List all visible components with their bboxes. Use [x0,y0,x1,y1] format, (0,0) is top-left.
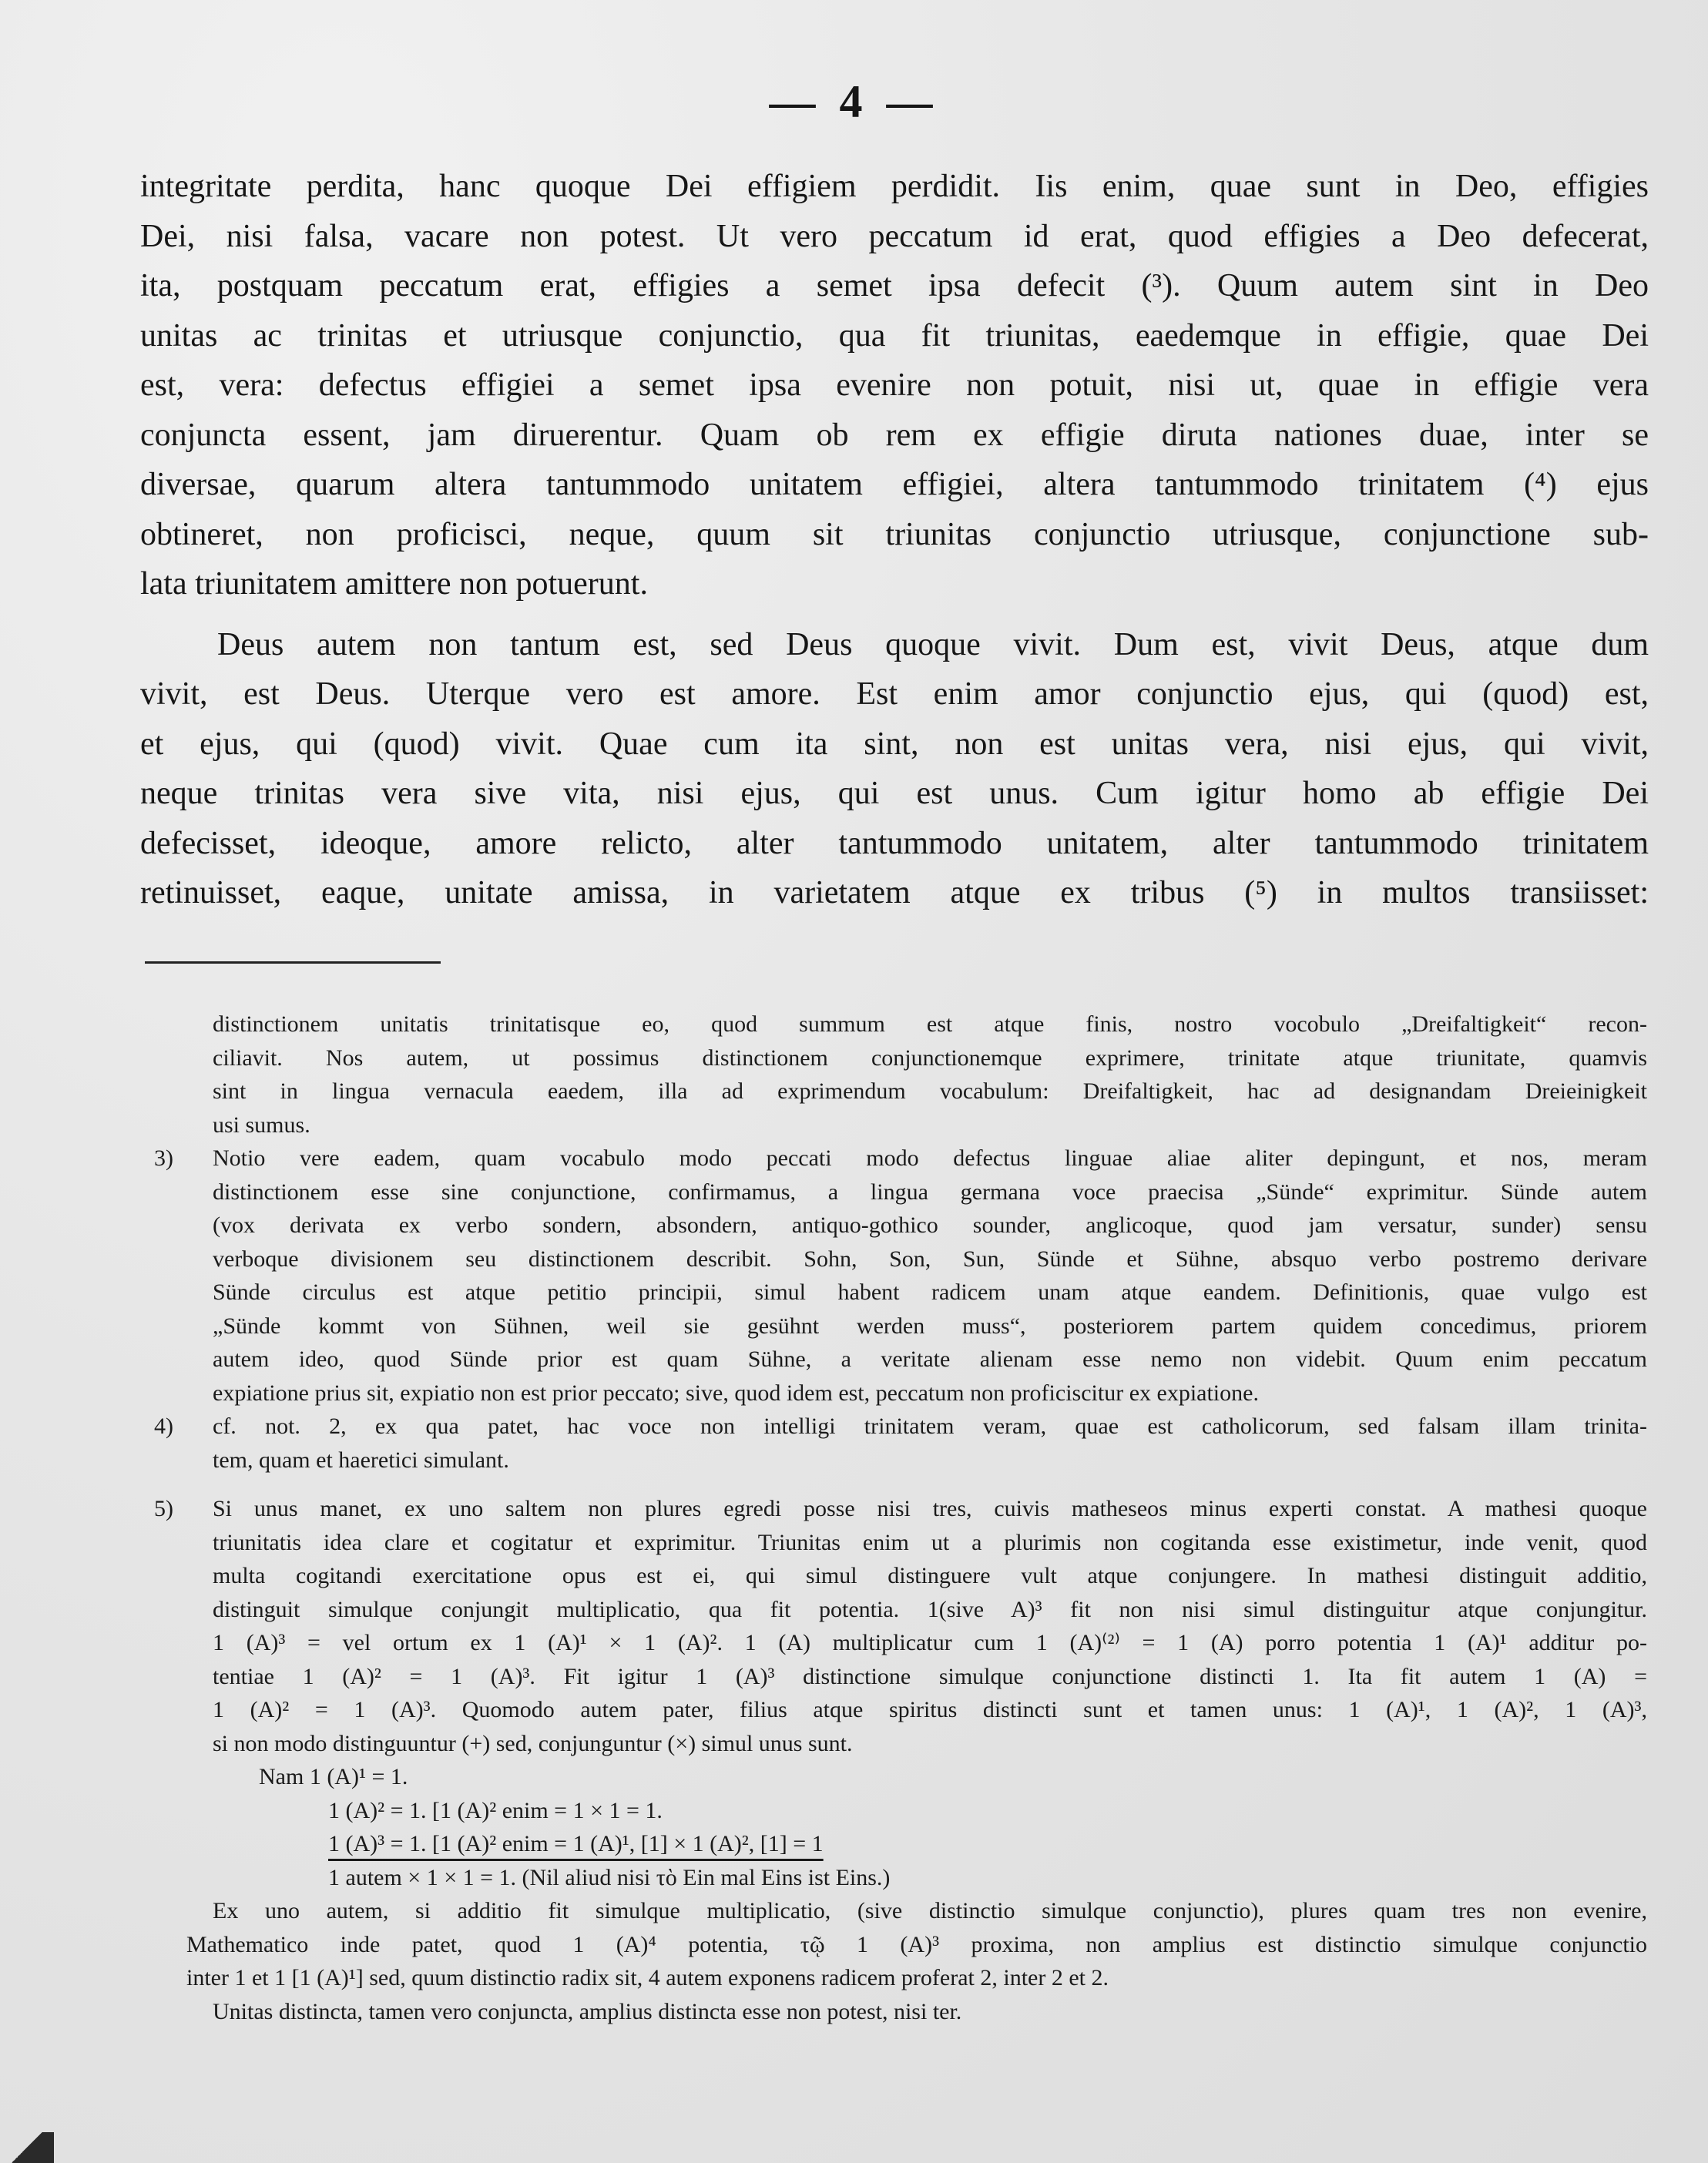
note-line: autem ideo, quod Sünde prior est quam Sühne, a veritate alienam esse nemo non videbit. Quum enim peccatum [213,1346,1647,1372]
note-line: expiatione prius sit, expiatio non est prior peccato; sive, quod idem est, peccatum non proficiscitur ex expiatione. [213,1380,1259,1406]
note-line: tem, quam et haeretici simulant. [213,1447,509,1473]
note-line: distinctionem esse sine conjunctione, confirmamus, a lingua germana voce praecisa „Sünde“ exprimitur. Sünde autem [213,1179,1647,1205]
text-line: diversae, quarum altera tantummodo unitatem effigiei, altera tantummodo trinitatem (⁴) ejus [140,467,1649,502]
note-line: 1 (A)² = 1 (A)³. Quomodo autem pater, filius atque spiritus distincti sunt et tamen unus: 1 (A)¹, 1 (A)², 1 (A)³, [213,1697,1647,1722]
footnote-divider [145,961,441,964]
note-line: distinguit simulque conjungit multiplicatio, qua fit potentia. 1(sive A)³ fit non nisi simul distinguitur atque conjungitur. [213,1596,1647,1622]
footnotes [154,1008,1647,2028]
text-line: defecisset, ideoque, amore relicto, alter tantummodo unitatem, alter tantummodo trinitatem [140,825,1649,861]
text-line: ita, postquam peccatum erat, effigies a semet ipsa defecit (³). Quum autem sint in Deo [140,268,1649,303]
text-line: lata triunitatem amittere non potuerunt. [140,566,648,602]
footnote-number: 4) [154,1413,173,1439]
footnote-number: 5) [154,1496,173,1521]
note-line: si non modo distinguuntur (+) sed, conjunguntur (×) simul unus sunt. [213,1730,853,1756]
note-line: tentiae 1 (A)² = 1 (A)³. Fit igitur 1 (A)³ distinctione simulque conjunctione distincti 1. Ita fit autem 1 (A) = [213,1663,1647,1689]
note-line: Si unus manet, ex uno saltem non plures egredi posse nisi tres, cuivis matheseos minus experti constat. A mathesi quoque [213,1496,1647,1521]
note-line: distinctionem unitatis trinitatisque eo, quod summum est atque finis, nostro vocobulo „Dreifaltigkeit“ recon- [213,1011,1647,1037]
footnote-5 [154,1492,1647,1894]
note-line: Sünde circulus est atque petitio principii, simul habent radicem unam atque eandem. Definitionis, quae vulgo est [213,1279,1647,1305]
note-line: Notio vere eadem, quam vocabulo modo peccati modo defectus linguae aliae aliter depingunt, et nos, meram [213,1145,1647,1171]
math-line: 1 (A)³ = 1. [1 (A)² enim = 1 (A)¹, [1] × 1 (A)², [1] = 1 [328,1831,824,1856]
footnote-3 [154,1142,1647,1410]
note-line: multa cogitandi exercitatione opus est ei, qui simul distinguere vult atque conjungere. In mathesi distinguit additio, [213,1563,1647,1588]
footnote-continuation [154,1008,1647,1142]
math-line: 1 autem × 1 × 1 = 1. (Nil aliud nisi τὸ Ein mal Eins ist Eins.) [328,1864,891,1890]
text-line: Dei, nisi falsa, vacare non potest. Ut vero peccatum id erat, quod effigies a Deo defecerat, [140,218,1649,254]
note-line: Mathematico inde patet, quod 1 (A)⁴ potentia, τῷ 1 (A)³ proxima, non amplius est distinctio simulque conjunctio [186,1931,1647,1957]
note-line: cf. not. 2, ex qua patet, hac voce non intelligi trinitatem veram, quae est catholicorum, sed falsam illam trinita- [213,1413,1647,1439]
paragraph-1 [140,162,1649,609]
text-line: retinuisset, eaque, unitate amissa, in varietatem atque ex tribus (⁵) in multos transiisset: [140,875,1649,910]
text-line: unitas ac trinitas et utriusque conjunctio, qua fit triunitas, eaedemque in effigie, quae Dei [140,317,1649,354]
text-line: neque trinitas vera sive vita, nisi ejus, qui est unus. Cum igitur homo ab effigie Dei [140,776,1649,811]
text-line: integritate perdita, hanc quoque Dei effigiem perdidit. Iis enim, quae sunt in Deo, effigies [140,169,1649,204]
math-line: Nam 1 (A)¹ = 1. [259,1764,408,1789]
note-line: triunitatis idea clare et cogitatur et exprimitur. Triunitas enim ut a plurimis non cogitanda esse existimetur, inde venit, quod [213,1529,1647,1555]
page-number: — 4 — [769,76,939,127]
note-line: verboque divisionem seu distinctionem describit. Sohn, Son, Sun, Sünde et Sühne, absquo verbo postremo derivare [213,1246,1647,1272]
note-line: usi sumus. [213,1112,310,1138]
note-line: sint in lingua vernacula eaedem, illa ad exprimendum vocabulum: Dreifaltigkeit, hac ad designandam Dreieinigkeit [213,1078,1647,1104]
note-line: ciliavit. Nos autem, ut possimus distinctionem conjunctionemque exprimere, trinitate atque triunitate, quamvis [213,1045,1647,1071]
text-line: et ejus, qui (quod) vivit. Quae cum ita sint, non est unitas vera, nisi ejus, qui vivit, [140,726,1649,762]
paragraph-2 [140,620,1649,918]
note-line: (vox derivata ex verbo sondern, absondern, antiquo-gothico sounder, anglicoque, quod jam versatur, sunder) sensu [213,1212,1647,1238]
text-line: vivit, est Deus. Uterque vero est amore. Est enim amor conjunctio ejus, qui (quod) est, [140,676,1649,712]
text-line: Deus autem non tantum est, sed Deus quoque vivit. Dum est, vivit Deus, atque dum [217,626,1649,662]
footnote-5-tail [154,1894,1647,2028]
note-line: 1 (A)³ = vel ortum ex 1 (A)¹ × 1 (A)². 1 (A) multiplicatur cum 1 (A)⁽²⁾ = 1 (A) porro potentia 1 (A)¹ additur po- [213,1630,1647,1655]
text-line: obtineret, non proficisci, neque, quum sit triunitas conjunctio utriusque, conjunctione sub- [140,516,1649,552]
text-line: conjuncta essent, jam diruerentur. Quam ob rem ex effigie diruta nationes duae, inter se [140,417,1649,453]
note-line: inter 1 et 1 [1 (A)¹] sed, quum distinctio radix sit, 4 autem exponens radicem proferat 2, inter 2 et 2. [186,1965,1109,1990]
main-text [140,162,1649,918]
note-line: „Sünde kommt von Sühnen, weil sie gesühnt werden muss“, posteriorem partem quidem concedimus, priorem [213,1313,1647,1339]
footnote-number: 3) [154,1145,173,1171]
page-corner-shadow [0,2132,54,2163]
note-line: Unitas distincta, tamen vero conjuncta, amplius distincta esse non potest, nisi ter. [213,1998,962,2024]
text-line: est, vera: defectus effigiei a semet ipsa evenire non potuit, nisi ut, quae in effigie vera [140,367,1649,403]
footnote-4 [154,1410,1647,1477]
math-line: 1 (A)² = 1. [1 (A)² enim = 1 × 1 = 1. [328,1797,663,1823]
note-line: Ex uno autem, si additio fit simulque multiplicatio, (sive distinctio simulque conjunctio), plures quam tres non evenire, [213,1898,1647,1923]
